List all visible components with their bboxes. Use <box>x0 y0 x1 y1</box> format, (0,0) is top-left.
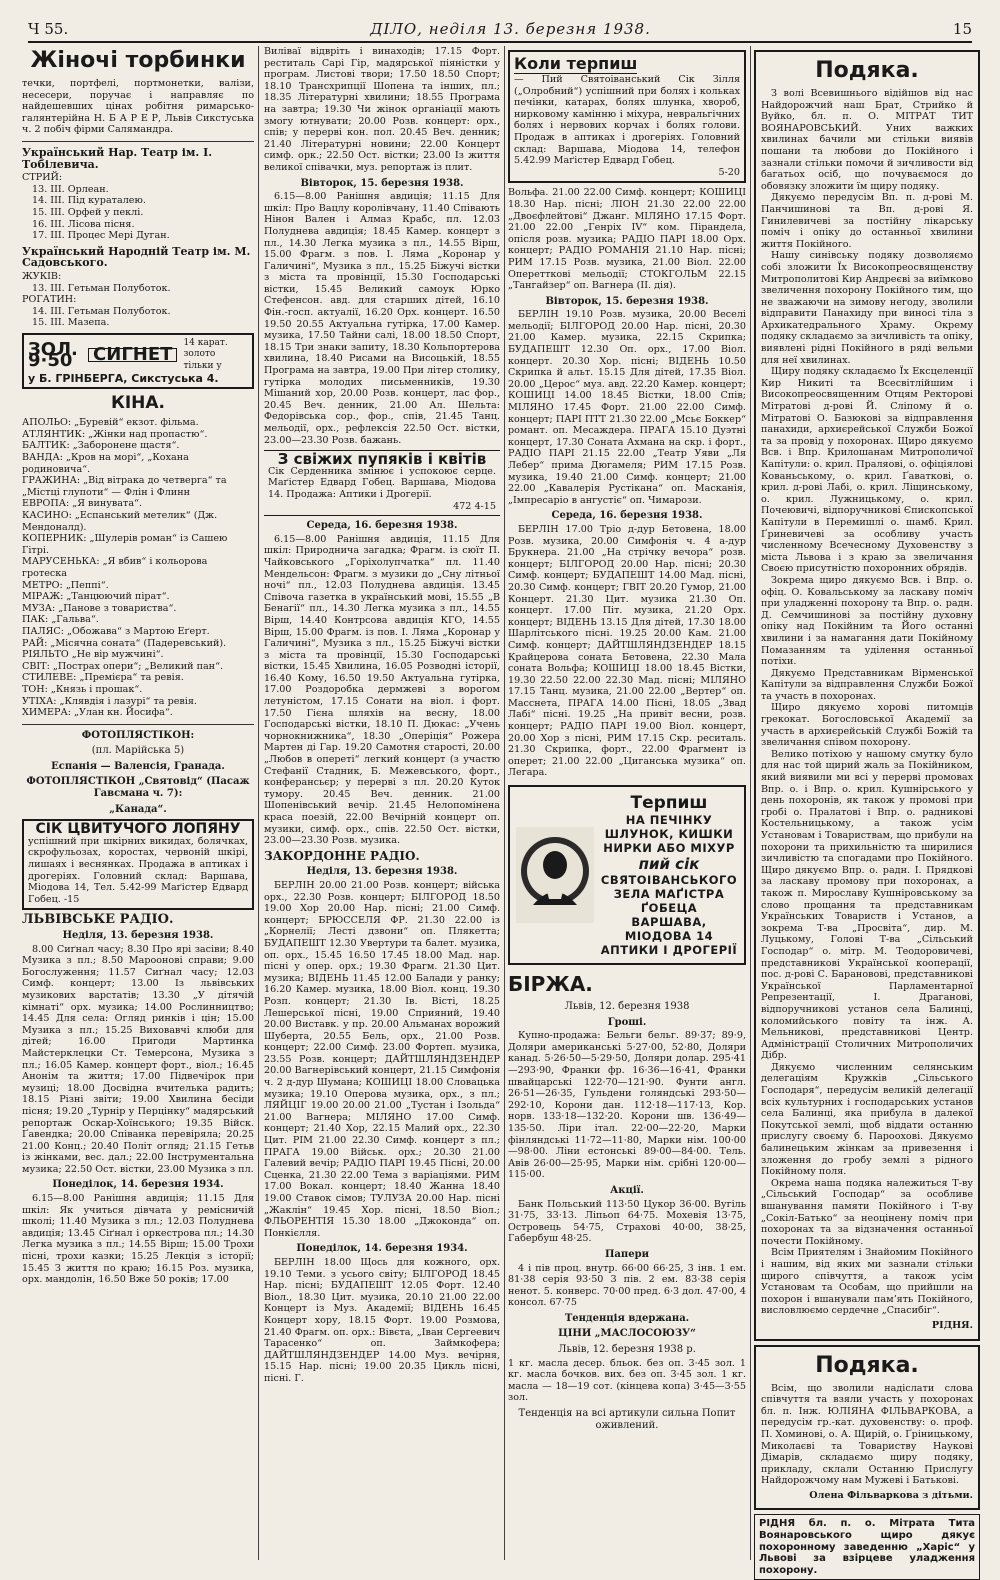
thanks-1-signature: РІДНЯ. <box>931 1319 973 1331</box>
column-4 <box>754 46 980 1576</box>
terpysh-ad-line: ВАРШАВА, МІОДОВА 14 АПТИКИ І ДРОГЕРІЇ <box>600 915 738 958</box>
issue-number: Ч 55. <box>28 20 69 38</box>
birzha-date: Львів, 12. березня 1938 <box>564 1001 690 1013</box>
schedule-line: СТРИЙ: <box>22 172 63 184</box>
cinema-item: СТИЛЕВЕ: „Премієра“ та ревія. <box>22 672 184 684</box>
cinema-item: БАЛТИК: „Заборонене щастя“. <box>22 440 180 452</box>
cinema-item: ТОН: „Князь і прошак“. <box>22 683 143 695</box>
terpysh-ad-line: НА ПЕЧІНКУ ШЛУНОК, КИШКИ НИРКИ АБО МІХУР <box>603 813 735 856</box>
radio-program-text: 8.00 Сиґнал часу; 8.30 Про ярі засіви; 8.40 Музика з пл.; 8.50 Мароонові справи; 9.00 Богослуження; 11.57 Сиґнал часу; 12.03 Симф. концерт; 13.00 Із львівських музикових варстатів; 13.30 „У дітячій кімнаті“ орх. музика; 14.00 Рослинництво; 14.45 Для села: Огляд ринків і цін; 15.00 Музика з пл.; 15.25 Виховавчі клюби для дітей; 16.00 Пригоди Мартинка Майстерклецки Ст. Темерсона, Музика з пл.; 16.05 Камер. концерт форт., віол.; 16.45 Анонім та життя; 17.00 Підвечірок при музиці; 18.00 Досвідна вчителька радить; 18.15 Різні звіти; 19.00 Хвилина бесіди пісня; 19.20 „Турнір у Перцінку“ мадярський репортаж Оскар-Хоїнського; 19.35 Війск. Ґавендка; 20.00 Співанка перевіряла; 20.25 21.00 Конц.; 20.40 Політ огляд; 21.15 Гетьв із жінками, вес. дал.; 22.00 Інструментальна музика; 22.50 Ост. вістки, 23.00 Музика з пл. <box>22 943 254 1175</box>
foreign-radio-title: ЗАКОРДОННЕ РАДІО. <box>264 848 420 863</box>
thanks-1-paragraph: Велико потіхою у нашому смутку було для нас той щирий жаль за Покійником, який виявили ми всі у перерві промовах Впр. о. і Впр. о. крил. Кушнірського у день похоронів, як також у промові при гробі о. Пралатові і Впр. о. радникові Костельницькому, а також усім Установам і Товариствам, що прибули на похорони та прихильністю та ширилися зичливістю та спогадами про Покійного. Щиро дякуємо Впр. о. радн. І. Прядкові за ласкаву промову при похоронах, а також п. Мирославу Кушніровському за слово прощання та представникам Українських Товариств і Установ, а зокрема Т-ва „Просвіта“, дир. М. Луцькому, Голові Т-ва „Сільський Господар“ о. мітр. М. Теодоровичеві, представникові Української кооперації, пос. д-рові С. Барановові, представникові Української Парламентарної Репрезентації, І. Драганові, відпоручникові установ села Балинці, коломийського повіту та інж. А. Мельникові, представникові Центр. Адміністрації Столичних Митрополичих Дібр. <box>761 748 973 1062</box>
thanks-1-paragraph: Дякуємо Представникам Вірменської Капітули за відправлення Служби Божої та участь в похоронах. <box>761 667 973 702</box>
schedule-line: 16. III. Лісова пісня. <box>32 218 135 230</box>
radio-program-text: Вольфа. 21.00 22.00 Симф. концерт; КОШИЦІ 18.30 Нар. пісні; ЛІОН 21.30 22.00 22.00 „Двоєфлейтові“ Джанг. МІЛЯНО 17.15 Форт. 21.00 22.00 „Генріх IV“ ком. Пірандела, опісля розв. музика; РАДІО ПАРІ 18.00 Орх. концерт; РАДІО РОМАНІЯ 21.10 Нар. пісні; РИМ 17.15 Розв. музика, 21.00 Віол. 22.00 Оперетткові мельодії; СТОКГОЛЬМ 22.15 „Тангайзер“ оп. Вагнера (II. дія). <box>508 187 746 292</box>
schedule-line: 13. III. Гетьман Полуботок. <box>32 282 171 294</box>
cinema-item: МУЗА: „Панове з товариства“. <box>22 602 177 614</box>
schedule-line: 17. III. Процес Мері Дуган. <box>32 230 170 242</box>
thanks-2-notice <box>754 1345 980 1511</box>
thanks-1-notice <box>754 50 980 1341</box>
radio-day-heading: Неділя, 13. березня 1938. <box>306 866 458 878</box>
signet-shop: у Б. ГРІНБЕРГА, Сикстуська 4. <box>28 371 219 385</box>
money-heading: Гроші. <box>607 1016 647 1028</box>
flowers-ad-text: Сік Серденника змінює і успокоює серце. Маґістер Едвард Гобец. Варшава, Міодова 14. Продажа: Аптики і Дрогерії. <box>268 465 496 500</box>
schedule-line: 15. III. Орфей у пеклі. <box>32 206 144 218</box>
theatre-2-heading: Український Народній Театр ім. М. Садовського. <box>22 244 251 270</box>
sik-ad-title: СІК ЦВИТУЧОГО ЛОПЯНУ <box>35 821 241 838</box>
thanks-1-paragraph: З волі Всевишнього відійшов від нас Найдорожчий наш Брат, Стрийко й Вуйко, бл. п. О. МІТРАТ ТИТ ВОЯНАРОВСЬКИЙ. Уних важких хвилинах бачили ми стільки виявів пошани та любови до Покійного і зазнали стільки помочи й зичливости від багатьох осіб, що почуваємося до обовязку зложити їм щиру подяку. <box>761 88 973 192</box>
cinema-item: СВІТ: „Пострах опери“; „Великий пан“. <box>22 660 224 672</box>
column-1 <box>22 46 254 1560</box>
radio-day-heading: Неділя, 13. березня 1938. <box>62 930 214 941</box>
divider <box>22 724 254 725</box>
tendency: Тенденція вдержана. <box>564 1312 690 1324</box>
signet-price: ЗОЛ. 9·50 <box>28 338 78 372</box>
radio-day-heading: Середа, 16. березня 1938. <box>551 510 703 522</box>
thanks-2-signature: Олена Фільваркова з дітьми. <box>809 1489 973 1501</box>
thanks-1-paragraph: Зокрема щиро дякуємо Всв. і Впр. о. офіц. О. Ковальському за ласкаву поміч при уладженні похорону та Впр. о. радн. Д. Семчишинові за постійну духовну опіку над Покійним та Його останні хвилини і за намагання дати Покійному Помазанням та уділення останньої потіхи. <box>761 574 973 668</box>
cinema-item: ВАНДА: „Кров на морі“, „Кохана родиновича“. <box>22 452 189 475</box>
terpysh-ad-line: СВЯТОІВАНСЬКОГО ЗЕЛА МАҐІСТРА ҐОБЕЦА <box>600 873 738 916</box>
radio-day-heading: Понеділок, 14. березня 1934. <box>52 1179 224 1191</box>
sik-ad-text: успішний при шкірних викидах, болячках, скрофульозах, коростах, червоній шкірі, лишаях і веснянках. Продажа в аптиках і дрогеріях. Головний склад: Варшава, Міодова 14, Тел. 5.42-99 Маґістер Едвард Гобец. -15 <box>28 835 248 905</box>
money-rates: Купно-продажа: Бельги бельг. 89·37; 89·9, Доляри американські 5·27·00, 52·80, Доляри канад. 5·26·50—5·29·50, Доляри долар. 295·41—293·90, Франки фр. 16·36—16·41, Франки швайцарські 122·70—121·90. Фунти англ. 26·51—26·35, Гульдени голяндські 293·50—292·10, Корони дан. 112·18—117·13, Кор. норв. 133·18—132·20. Корони шв. 136·49—135·50. Ліри італ. 22·00—22·20, Марки фінляндські 11·72—11·80, Марки нім. 100·00—98·00. Ліни естонські 89·00—84·00. Тель. Авів 26·00—25·95, Марки нім. срібні 120·00—115·00. <box>508 1030 746 1181</box>
terpysh-ad-title: Терпиш <box>630 793 708 814</box>
final-notice-text: РІДНЯ бл. п. о. Мітрата Тита Воянаровського щиро дякує похоронному заведенню „Харіс“ у Львові за взірцеве уладження похорону. <box>759 1518 975 1576</box>
flowers-ad-title: З свіжих пупяків і квітів <box>277 450 487 469</box>
koly-terpysh-ad <box>508 50 746 183</box>
cinema-item: МЕТРО: „Пеппі“. <box>22 579 109 591</box>
radio-program-text: 6.15—8.00 Ранішня авдиція; 11.15 Для шкіл: Як учиться дівчата у ремісничій школі; 11.40 Музика з пл.; 12.03 Полуднева авдиція; 13.45 Сіґнал і оркестрова пл.; 14.30 Легка музика з пл.; 14.55 Вірш; 15.00 Трохи пісні, трохи казки; 15.25 Лекція з історії; 15.45 З життя по краю; 16.15 Роз. музика, орх. мандолін, 16.50 Вже 50 років; 17.00 <box>22 1193 254 1286</box>
cinema-item: РАЙ: „Місячна соната“ (Падеревський). <box>22 637 227 649</box>
thanks-1-paragraph: Всім Приятелям і Знайомим Покійного і нашим, від яких ми зазнали стільки щирого співчуття, а також усім Установам та Особам, що прийшли на похорон і вшанували памʼять Покійного, висловлюємо сердечне „Спасибіг“. <box>761 1247 973 1317</box>
radio-day-heading: Середа, 16. березня 1938. <box>306 520 458 532</box>
maslosoyuz-date: Львів, 12. березня 1938 р. <box>558 1344 696 1356</box>
koly-terpysh-code: 5-20 <box>718 166 740 178</box>
cinema-item: МІРАЖ: „Танцюючий пірат“. <box>22 591 170 603</box>
maslosoyuz-prices: 1 кг. масла десер. бльок. без оп. 3·45 зол. 1 кг. масла бочков. вих. без оп. 3·45 зол. 1 кг. масла — 18—19 сот. (кінцева копа) 3·45—3·55 зол. <box>508 1357 746 1404</box>
cinema-item: ПАЛЯС: „Обожава“ з Мартою Еґерт. <box>22 625 210 637</box>
thanks-1-paragraph: Окрема наша подяка належиться Т-ву „Сільський Господар“ за особливе вшанування памяти Покійного і Т-ву „Сокіл-Батько“ за неоцінену поміч при похоронах та за відзначення останньої почести Покійному. <box>761 1177 973 1247</box>
bags-ad-title: Жіночі торбинки <box>30 48 246 73</box>
schedule-line: 13. III. Орлеан. <box>32 183 109 195</box>
cinema-item: АПОЛЬО: „Буревій“ екзот. фільма. <box>22 417 199 429</box>
cinema-item: КАСИНО: „Еспанський метелик“ (Дж. Мендоналд). <box>22 510 218 533</box>
cinema-list <box>22 417 254 718</box>
terpysh-ad <box>508 785 746 965</box>
schedule-line: 14. III. Гетьман Полуботок. <box>32 305 171 317</box>
cinema-item: ПАК: „Гальва“. <box>22 614 99 626</box>
column-rule <box>504 46 505 1560</box>
page-number: 15 <box>952 20 972 38</box>
column-2 <box>264 46 500 1560</box>
koly-terpysh-text: — Пий Святоіванський Сік Зілля („Олробний“) успішний при болях і кольках печінки, катарах, болях шлунка, хвороб, нирковому камінню і міхура, невральгічних болях і нервових корчах і болях голови. Продаж в аптиках і дрогеріях. Головний склад: Варшава, Міодова 14, телефон 5.42.99 Маґістер Едвард Гобец. <box>514 74 740 167</box>
theatre-1-heading: Український Нар. Театр ім. І. Тобілевича. <box>22 145 213 171</box>
fotoplastikon-2-title: ФОТОПЛЯСТІКОН „Святовід“ (Пасаж Гавсмана ч. 7): <box>26 776 250 800</box>
cinema-item: ГРАЖИНА: „Від вітрака до четверга“ та „Містці глупоти“ — Флін і Флинн <box>22 475 227 498</box>
radio-day-heading: Вівторок, 15. березня 1938. <box>300 177 464 189</box>
radio-program-text: БЕРЛІН 20.00 21.00 Розв. концерт; війська орх., 22.30 Розв. концерт; БІЛГОРОД 18.50 19.00 Хор 20.00 Нар. пісні; 21.00 Симф. концерт; БРЮССЕЛЯ ФР. 21.30 22.00 із „Корнелії; Лесті дзвони“ оп. Плякетта; БУДАПЕШТ 12.30 Увертури та балет. музика, оп. орх., 15.45 16.50 17.45 18.00 Мад. нар. пісні у опер. орх.; 19.30 Фрагм. 21.30 Цит. музика; ВІДЕНЬ 11.45 12.00 Балади у ранку; 16.20 Камер. музика, 18.00 Віол. конц. 19.30 Розп. концерт; 21.30 Ів. Вісті, 18.25 Лешерської пісні, 19.00 Сприяний, 19.40 20.00 Виставк. у пр. 20.00 Альманах ворожий Шуберта, 20.55 Бель, орх., 21.00 Розв. концерт; 22.00 Симф. 23.00 Фортеп. музика, 23.55 Розв. концерт; ДАЙТШЛЯНДЗЕНДЕР 20.00 Вагнерівський концерт, 21.15 Симфонія ч. 2 д-дур Шумана; КОШИЦІ 18.00 Словацька музика; 19.10 Оперова музика, орх., з пл.; ЛЯЙЦІГ 19.00 20.00 21.00 „Тустан і Ізольда“ 21.00 Вагнера; МІЛЯНО 17.00 Симф. концерт; 21.40 Хор, 22.15 Малий орх., 22.30 Цит. РІМ 21.00 22.30 Симф. концерт з пл.; ПРАГА 19.00 Військ. орх.; 20.30 21.00 Галевий вечір; РАДІО ПАРІ 19.45 Пісні, 20.00 Сценка, 21.30 22.00 Тема з варіаціями. РИМ 17.00 Вокал. концерт; 18.40 Жанна 18.40 19.00 Ставок сімов; ТУЛУЗА 20.00 Нар. пісні „Жаклін“ 19.45 Хор. пісні, 18.50 Віол.; ФЛЬОРЕНТІЯ 15.30 18.00 „Джоконда“ оп. Понкієлля. <box>264 879 500 1239</box>
flowers-ad <box>264 450 500 516</box>
bags-ad-text: течки, портфелі, портмонетки, валізи, несесери, поручає і направляє по найдешевших цінах робітня римарсько-галянтерійна Н. Б А Р Е Р, Львів Сикстуська ч. 2 побіч фірми Салямандра. <box>22 78 254 136</box>
cinema-item: ЕВРОПА: „Я винувата“. <box>22 498 142 510</box>
theatre-2-schedule <box>22 271 254 329</box>
cinema-item: ХИМЕРА: „Улан кн. Йосифа“. <box>22 707 173 719</box>
papers-heading: Папери <box>604 1248 649 1260</box>
shares-rates: Банк Польський 113·50 Цукор 36·00. Вугіль 31·75, 33·13. Ліпьоп 64·75. Мохевія 13·75, Островець 54·75, Страхові 40·00, 38·25, Габербуш 48·25. <box>508 1198 746 1245</box>
radio-day-heading: Вівторок, 15. березня 1938. <box>545 295 709 307</box>
thanks-1-paragraph: Дякуємо передусім Вп. п. д-рові М. Панчишинові та Вп. д-рові Я. Гинилевичеві за постійну лікарську поміч і опіку до останньої хвилини життя Покійного. <box>761 192 973 250</box>
man-portrait-icon <box>516 827 594 923</box>
radio-program-text: 6.15—8.00 Ранішня авдиція, 11.15 Для шкіл: Природнича загадка; Фрагм. із сюїт П. Чайковського „Горіхолупчатка“ пл. 11.40 Мендельсон: Фрагм. з музики до „Сну літньої ночі“ пл., 12.03 Полуднева авдиція. 13.45 Співоча газетка в український мові, 15.55 „В Бенагії“ пл., 14.30 Легка музика з пл., 14.55 Вірш, 14.40 Контрсова авдиція КГО, 14.55 Вірш, 15.00 Фрагм. із пов. І. Ляма „Коронар у Галичині“, Музика з пл., 15.25 Біжучі вістки з міста та провінції, 15.30 Господарські вістки, 15.45 Хвилина, 16.05 Розводні історії, 16.40 Кому, 16.50 19.50 Актуальна гутірка, 17.00 Роздоробка дермжеві з ворогом летуністом, 17.15 Сонати на віол. і форт. 17.50 Гієна шляхів на весну, 18.00 Господарські вістки, 18.10 П. Дюкас: „Учень чорнокнижника“, 18.30 „Оперіція“ Рожера Мартен ді Гар. 19.20 Самотня старості, 20.00 „Любов в опереті“ легкий концерт (з участю Стефанії Стадник, Б. Межевського, форт., конферансьєр; у перерві з пл. 20.20 Куток тумору. 20.45 Веч. денник. 21.00 Шопенівський вечір. 21.45 Нелопомінена краса поезій, 22.00 Вечірній концерт оп. музики, симф. орх., спів. 22.50 Ост. вістки, 23.00—23.30 Розв. музика. <box>264 533 500 847</box>
sik-ad <box>22 819 254 910</box>
tendency: Тенденція на всі артикули сильна Попит оживлений. <box>518 1408 736 1431</box>
signet-name: СИГНЕТ <box>88 348 177 362</box>
thanks-1-paragraph: Щиро дякуємо хорові питомців грекокат. Богословської Академії за участь в архиєрейській Службі Божій та звеличання співом похорону. <box>761 702 973 749</box>
terpysh-ad-text <box>600 793 738 957</box>
column-rule <box>750 46 751 1560</box>
cinema-item: МАРУСЕНЬКА: „Я вбив“ і кольорова гротеска <box>22 556 208 579</box>
maslosoyuz-heading: ЦІНИ „МАСЛОСОЮЗУ“ <box>558 1328 696 1340</box>
fotoplastikon-2-show: „Канада“. <box>109 803 167 815</box>
signet-note: 14 карат. золото тільки у <box>183 337 228 372</box>
schedule-line: РОГАТИН: <box>22 294 77 306</box>
thanks-2-paragraph: Всім, що зволили надіслати слова співчуття та взяли участь у похоронах бл. п. Інж. ЮЛІЯНА ФІЛЬВАРКОВА, а передусім гр.-кат. духовенству: о. проф. П. Хоминові, о. А. Щирій, о. Ґріницькому, Миколаєві та Товариству Наукові Дімарів, складаємо щиру подяку, прикладу, склали Останню Прислугу Найдорожчому нам Мужеві і Батькові. <box>761 1382 973 1487</box>
theatre-1-schedule <box>22 172 254 242</box>
terpysh-ad-line: пий сік <box>638 855 700 874</box>
column-rule <box>258 46 259 1560</box>
divider <box>22 141 254 142</box>
fotoplastikon-1-title: ФОТОПЛЯСТІКОН: <box>81 729 195 741</box>
schedule-line: ЖУКІВ: <box>22 270 62 282</box>
papers-rates: 4 і пів проц. внутр. 66·00 66·25, 3 інв. 1 ем. 81·38 серія 93·50 3 пів. 2 ем. 83·38 серія ненот. 5. конверс. 70·00 пред. 6·3 дол. 47·00, 4 консол. 67·75 <box>508 1262 746 1309</box>
column-3 <box>508 46 746 1560</box>
thanks-1-paragraph: Нашу синівську подяку дозволяємо собі зложити Їх Високопреосвященству Митрополитові Кир Андреєві за виїмково звеличення похорону Покійного тим, що не зважаючи на зимову негоду, зволили відправити Панахиду при виносі тіла з Архикатедрального Храму. Окрему подяку складаємо за зичливість та опіку, виявлені рідні Покійного в ряді вельми для неї хвилинах. <box>761 250 973 366</box>
thanks-1-paragraph: Дякуємо численним селянським делегаціям Кружків „Сільського Господаря“, передусім великій делегації всіх культурних і господарських установ села Балинці, яка прибула в далекої Покутської землі, щоб віддати останню прислугу своєму б. Пароохові. Дякуємо балинецьким жінкам за привезення і зложення до гробу землі з рідного Покійному поля. <box>761 1061 973 1178</box>
cinema-item: АТЛЯНТИК: „Жінки над пропастю“. <box>22 428 208 440</box>
cinema-item: КОПЕРНИК: „Шулерів роман“ із Сашею Гітрі. <box>22 533 228 556</box>
radio-program-text: БЕРЛІН 17.00 Тріо д-дур Бетовена, 18.00 Розв. музика, 20.00 Симфонія ч. 4 а-дур Брукнера. 21.00 „На стрічку вечора“ розв. концерт; БІЛГОРОД 20.00 Нар. пісні; 20.30 Симф. концерт; БУДАПЕШТ 14.00 Мад. пісні, 20.30 Симф. концерт; ГВІТ 20.20 Гумор, 21.00 Концерт. 21.30 Цит. музика 21.30 Оп. концерт. 17.00 Піт. музика, 21.20 Орх. концерт; ВІДЕНЬ 13.15 Для дітей, 17.30 18.00 Шарлітського пісні. 19.25 20.00 Кам. 21.00 Симф. концерт; ДАЙТШЛЯНДЗЕНДЕР 18.15 Крайцерова соната Бетовена, 22.30 Мала соната Вольфа; КОШИЦІ 18.00 18.45 Вістки, 19.30 22.50 22.00 22.30 Мад. пісні; МІЛЯНО 17.15 Танц. музика, 21.00 22.00 „Вертер“ оп. Масснета, ПРАГА 14.00 Пісні, 18.05 „Звад Лабі“ пісні. 19.25 „На привіт весни, розв. концерт; РАДІО ПАРІ 19.00 Віол. концерт, 20.00 Хор з пісні, РИМ 17.15 Скр. реситаль. 21.30 Скрипка, форт., 22.00 Фрагмент із оперет; 21.00 22.00 „Циганська музика“ оп. Легара. <box>508 523 746 779</box>
thanks-1-title: Подяка. <box>815 58 919 83</box>
masthead-date: ДІЛО, неділя 13. березня 1938. <box>370 20 651 38</box>
fotoplastikon-1-address: (пл. Марійська 5) <box>91 745 185 757</box>
radio-program-text: БЕРЛІН 19.10 Розв. музика, 20.00 Веселі мельодії; БІЛГОРОД 20.00 Нар. пісні, 20.30 21.00 Камер. музика, 22.15 Скрипка; БУДАПЕШТ 12.30 Оп. орх., 17.00 Віол. концерт. 20.30 Хор. пісні; ВІДЕНЬ 10.50 Скрипка й альт. 15.15 Для дітей, 17.35 Віол. 20.00 „Церос“ муз. авд. 22.20 Камер. концерт; КОШИЦІ 14.00 18.45 Вістки, 18.00 Спів; МІЛЯНО 17.45 Форт. 21.00 22.00 Симф. концерт; ПАРІ ПТТ 21.30 22.00 „Мсьє Боккер“ романт. оп. Месаждера. ПРАГА 15.10 Дуэтні концерт, 17.30 Соната Ахмана на скр. і форт., РАДІО ПАРІ 21.15 22.00 „Театр Уяви „Ля Лебер“ прима Дюгамеля; РИМ 17.15 Розв. музика, 19.40 21.00 Симф. концерт; 21.00 22.00 „Кавалерія Рустікана“ оп. Масканія, „Імпресаріо в ангустіє“ оп. Чимарози. <box>508 309 746 506</box>
schedule-line: 15. III. Мазепа. <box>32 317 110 329</box>
shares-heading: Акції. <box>610 1184 644 1196</box>
koly-terpysh-title: Коли терпиш <box>514 54 638 73</box>
radio-program-text: Виліваї відвріть і винаходів; 17.15 Форт. реститаль Сарі Гір, мадярської піяністки у програм. Листові твори; 17.50 18.50 Спорт; 18.10 Трансхрипції Шопена та інших, пл.; 18.35 Літературні хвилини; 18.55 Програма на завтра; 19.30 Чи жінок органіації мають змогу ютнувати; 20.00 Розв. концерт: орх., спів; у перерві кон. пол. 20.45 Веч. денник; 21.40 Літературні новини; 22.00 Концерт симф. орк.; 22.50 Ост. вістки; 23.00 Із життя великої співачки, муз. репортаж із плит. <box>264 46 500 173</box>
flowers-ad-code: 472 4-15 <box>453 500 496 512</box>
cinema-item: РІЯЛЬТО „Не вір мужчині“. <box>22 649 164 661</box>
thanks-2-title: Подяка. <box>815 1352 919 1378</box>
thanks-1-paragraph: Щиру подяку складаємо Їх Ексцеленції Кир Никиті та Всесвітлійшим і Високопреосвященним Отцям Ректорові Мітратові д-рові Й. Сліпому й о. Мітратові О. Базюкові за відправлення панахиди, архиєрейської Служби Божої та за провід у похоронах. Щиро дякуємо Всв. і Впр. Крилошанам Митрополичої Капітули: о. крил. Праляові, о. офіціялові Кованьському, о. крил. Ґаваткові, о. крил. д-рові Лабі, о. крил. Ліщинському, о. крил. Лужницькому, о. крил. Почеювичі, відпоручникові Єпископської Капітули в Перемишлі о. шамб. Крил. Ґриневичеві за особливу участь численному Всечесному Духовенству з міста Львова і з краю за звеличання Своєю присутністю похоронних обрядів. <box>761 366 973 575</box>
cinema-title: КІНА. <box>110 393 166 414</box>
final-notice <box>754 1514 980 1580</box>
schedule-line: 14. III. Під кураталею. <box>32 195 146 207</box>
radio-program-text: БЕРЛІН 18.00 Щось для кожного, орх. 19.10 Теми. з усього світу; БІЛГОРОД 18.45 Нар. пісні; БУДАПЕШТ 12.05 Форт. 12.40 Віол., 18.30 Цит. музика, 20.10 21.00 22.00 Концерт із Муз. Академії; ВІДЕНЬ 16.45 Концерт хору, 18.15 Форт. 19.00 Розмова, 21.40 Фрагм. оп. орх.: Вівєта, „Іван Сергеевич Тарасенко“ оп. Займкофера; ДАЙТШЛЯНДЗЕНДЕР 14.00 Муз. вечірня, 15.15 Нар. пісні; 19.00 20.35 Цикль пісні, пісні. Г. <box>264 1256 500 1384</box>
running-header <box>28 14 972 43</box>
cinema-item: УТІХА: „Клявдія і лазурі“ та ревія. <box>22 695 197 707</box>
radio-day-heading: Понеділок, 14. березня 1934. <box>296 1243 468 1255</box>
fotoplastikon-1-show: Еспанія — Валенсія, Гранада. <box>51 760 225 772</box>
signet-ad <box>22 333 254 389</box>
birzha-title: БІРЖА. <box>508 972 593 997</box>
lviv-radio-title: ЛЬВІВСЬКЕ РАДІО. <box>22 912 174 928</box>
radio-program-text: 6.15—8.00 Ранішня авдиція; 11.15 Для шкіл: Про Вацлу королівчану, 11.40 Співають Нінон Вален і Алмаз Крабс, пл. 12.03 Полуднева авдиція; 18.45 Камер. концерт з пл., 14.30 Легка музика з пл., 14.55 Вірш, 15.00 Фрагм. з пов. І. Ляма „Коронар у Галичині“, Музика з пл., 15.25 Біжучі вістки з міста та провінції, 15.30 Господарські вістки, 15.45 Великий самоук Юрко Стефенсон. авд. для старших дітей, 16.10 Фін.-госп. актуалії, 16.20 Орх. концерт. 16.50 19.50 20.55 Актуальна гутірка, 17.00 Камер. музика, 17.50 Тайни салі, 18.00 18.50 Спорт, 18.15 Три знаки запиту, 18.30 Кольпортерова хвилина, 18.40 Рисами на Висоцькій, 18.55 Програма на завтра, 19.00 При літер столику, гутірка молодих письменників, 19.30 Мішаний хор, 20.00 Розв. концерт, лас фор., 20.45 Веч. денник, 21.00 Ал. Шельта: Федорівська сор., фор., спів, 21.45 Танц. мельодії, орх., рефлексія 22.50 Ост. вістки, 23.00—23.30 Розв. бажань. <box>264 191 500 446</box>
